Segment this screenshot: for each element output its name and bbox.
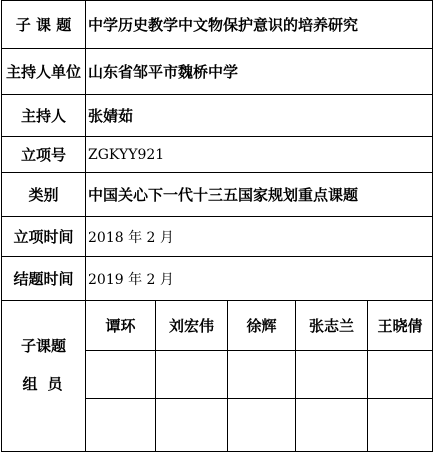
members-label [2, 301, 86, 451]
value-host: 张婧茹 [88, 107, 134, 125]
label-host-unit: 主持人单位 [2, 49, 86, 94]
value-subtopic: 中学历史教学中文物保护意识的培养研究 [88, 16, 359, 34]
row-category [2, 173, 432, 217]
row-subtopic [2, 1, 432, 49]
member-name: 徐辉 [228, 301, 296, 351]
empty-cell [228, 351, 296, 399]
label-project-number: 立项号 [2, 137, 86, 172]
value-completion-time: 2019 年 2 月 [88, 271, 174, 288]
members-label-line1: 子课题 [20, 337, 66, 355]
empty-cell [156, 399, 228, 451]
members-label-line2: 组员 [22, 375, 73, 393]
project-info-table [1, 0, 433, 452]
value-approval-time: 2018 年 2 月 [88, 229, 174, 246]
value-category: 中国关心下一代十三五国家规划重点课题 [88, 186, 359, 204]
label-category: 类别 [2, 173, 86, 216]
members-grid [86, 301, 432, 451]
member-name: 谭环 [86, 301, 156, 351]
empty-cell [86, 351, 156, 399]
label-host: 主持人 [2, 95, 86, 136]
members-section [2, 301, 432, 451]
row-host [2, 95, 432, 137]
empty-cell [156, 351, 228, 399]
label-subtopic: 子 课 题 [2, 1, 86, 48]
empty-cell [86, 399, 156, 451]
row-approval-time [2, 217, 432, 257]
member-name: 王晓倩 [368, 301, 432, 351]
empty-cell [368, 351, 432, 399]
value-project-number: ZGKYY921 [88, 146, 165, 163]
value-host-unit: 山东省邹平市魏桥中学 [88, 63, 239, 81]
row-completion-time [2, 257, 432, 301]
empty-cell [228, 399, 296, 451]
label-approval-time: 立项时间 [2, 217, 86, 256]
empty-cell [296, 399, 368, 451]
empty-cell [296, 351, 368, 399]
row-host-unit [2, 49, 432, 95]
row-project-number [2, 137, 432, 173]
empty-cell [368, 399, 432, 451]
member-name: 张志兰 [296, 301, 368, 351]
member-name: 刘宏伟 [156, 301, 228, 351]
label-completion-time: 结题时间 [2, 257, 86, 300]
